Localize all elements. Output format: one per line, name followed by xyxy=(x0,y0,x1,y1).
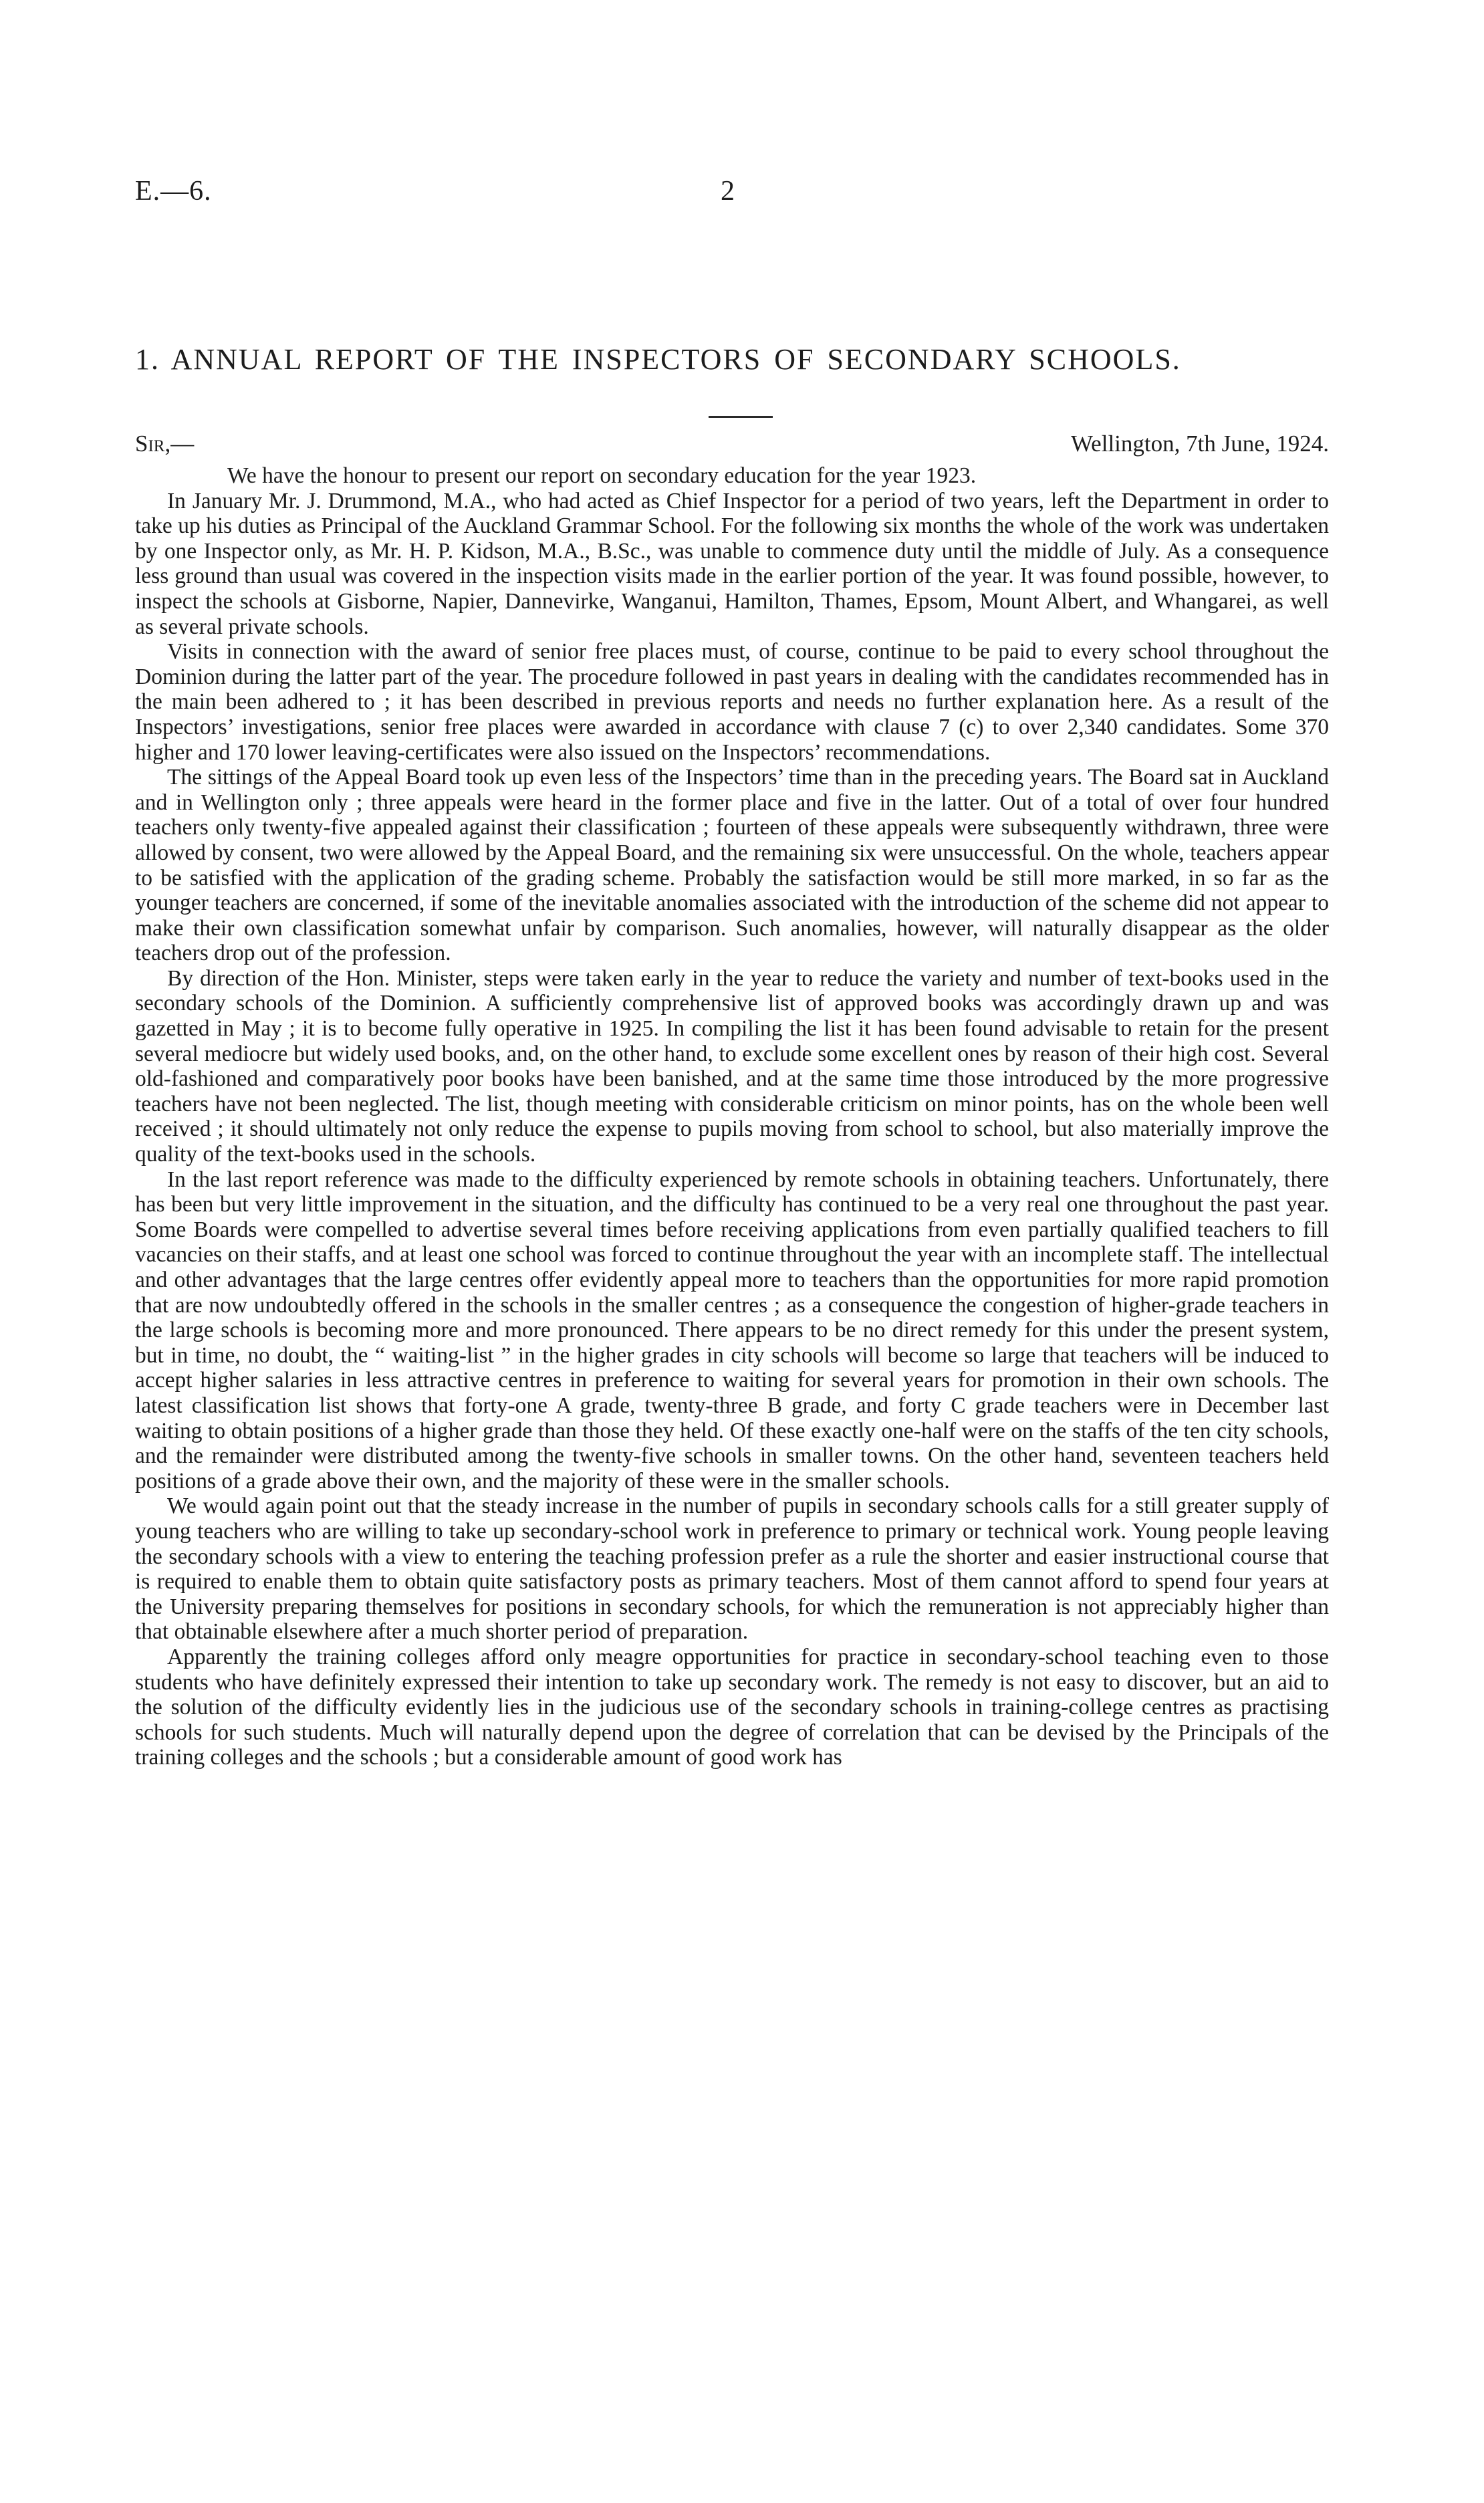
paragraph: Visits in connection with the award of senior free places must, of course, continue to be paid to every school throughout the Dominion during the latter part of the year. The procedure followed in past years in dealing with the candidates recommended has in the main been adhered to ; it has been described in previous reports and needs no further explanation here. As a result of the Inspectors’ investigations, senior free places were awarded in accordance with clause 7 (c) to over 2,340 candidates. Some 370 higher and 170 lower leaving-certificates were also issued on the Inspectors’ recommendations. xyxy=(135,639,1329,765)
document-reference: E.—6. xyxy=(135,176,212,207)
paragraph: In January Mr. J. Drummond, M.A., who had acted as Chief Inspector for a period of two years, left the Department in order to take up his duties as Principal of the Auckland Grammar School. For the following six months the whole of the work was undertaken by one Inspector only, as Mr. H. P. Kidson, M.A., B.Sc., was unable to commence duty until the middle of July. As a consequence less ground than usual was covered in the inspection visits made in the earlier portion of the year. It was found possible, however, to inspect the schools at Gisborne, Napier, Dannevirke, Wanganui, Hamilton, Thames, Epsom, Mount Albert, and Whangarei, as well as several private schools. xyxy=(135,488,1329,639)
paragraph: Apparently the training colleges afford only meagre opportunities for practice in secondary-school teaching even to those students who have definitely expressed their intention to take up secondary work. The remedy is not easy to discover, but an aid to the solution of the difficulty evidently lies in the judicious use of the secondary schools in training-college centres as practising schools for such students. Much will naturally depend upon the degree of correlation that can be devised by the Principals of the training colleges and the schools ; but a considerable amount of good work has xyxy=(135,1644,1329,1770)
salutation: Sir,— xyxy=(135,431,195,457)
paragraph-intro: We have the honour to present our report on secondary education for the year 1923. xyxy=(227,463,977,488)
page-number: 2 xyxy=(721,176,735,207)
dateline: Wellington, 7th June, 1924. xyxy=(1070,431,1329,457)
report-body xyxy=(135,463,1329,1770)
report-title: 1. ANNUAL REPORT OF THE INSPECTORS OF SECONDARY SCHOOLS. xyxy=(135,343,1181,376)
title-divider xyxy=(709,416,773,418)
paragraph: In the last report reference was made to the difficulty experienced by remote schools in obtaining teachers. Unfortunately, there has been but very little improvement in the situation, and the difficulty has continued to be a very real one throughout the past year. Some Boards were compelled to advertise several times before receiving applications from even partially qualified teachers to fill vacancies on their staffs, and at least one school was forced to continue throughout the year with an incomplete staff. The intellectual and other advantages that the large centres offer evidently appeal more to teachers than the opportunities for more rapid promotion that are now undoubtedly offered in the schools in the smaller centres ; as a consequence the congestion of higher-grade teachers in the large schools is becoming more and more pronounced. There appears to be no direct remedy for this under the present system, but in time, no doubt, the “ waiting-list ” in the higher grades in city schools will become so large that teachers will be induced to accept higher salaries in less attractive centres in preference to waiting for several years for promotion in their own schools. The latest classification list shows that forty-one A grade, twenty-three B grade, and forty C grade teachers were in December last waiting to obtain positions of a higher grade than those they held. Of these exactly one-half were on the staffs of the ten city schools, and the remainder were distributed among the twenty-five schools in smaller towns. On the other hand, seventeen teachers held positions of a grade above their own, and the majority of these were in the smaller schools. xyxy=(135,1167,1329,1494)
paragraph: By direction of the Hon. Minister, steps were taken early in the year to reduce the variety and number of text-books used in the secondary schools of the Dominion. A sufficiently comprehensive list of approved books was accordingly drawn up and was gazetted in May ; it is to become fully operative in 1925. In compiling the list it has been found advisable to retain for the present several mediocre but widely used books, and, on the other hand, to exclude some excellent ones by reason of their high cost. Several old-fashioned and comparatively poor books have been banished, and at the same time those introduced by the more progressive teachers have not been neglected. The list, though meeting with considerable criticism on minor points, has on the whole been well received ; it should ultimately not only reduce the expense to pupils moving from school to school, but also materially improve the quality of the text-books used in the schools. xyxy=(135,965,1329,1167)
paragraph: The sittings of the Appeal Board took up even less of the Inspectors’ time than in the preceding years. The Board sat in Auckland and in Wellington only ; three appeals were heard in the former place and five in the latter. Out of a total of over four hundred teachers only twenty-five appealed against their classification ; fourteen of these appeals were subsequently withdrawn, three were allowed by consent, two were allowed by the Appeal Board, and the remaining six were unsuccessful. On the whole, teachers appear to be satisfied with the application of the grading scheme. Probably the satisfaction would be still more marked, in so far as the younger teachers are concerned, if some of the inevitable anomalies associated with the introduction of the scheme did not appear to make their own classification somewhat unfair by comparison. Such anomalies, however, will naturally disappear as the older teachers drop out of the profession. xyxy=(135,765,1329,966)
paragraph: We would again point out that the steady increase in the number of pupils in secondary schools calls for a still greater supply of young teachers who are willing to take up secondary-school work in preference to primary or technical work. Young people leaving the secondary schools with a view to entering the teaching profession prefer as a rule the shorter and easier instructional course that is required to enable them to obtain quite satisfactory posts as primary teachers. Most of them cannot afford to spend four years at the University preparing themselves for positions in secondary schools, for which the remuneration is not appreciably higher than that obtainable elsewhere after a much shorter period of preparation. xyxy=(135,1494,1329,1645)
